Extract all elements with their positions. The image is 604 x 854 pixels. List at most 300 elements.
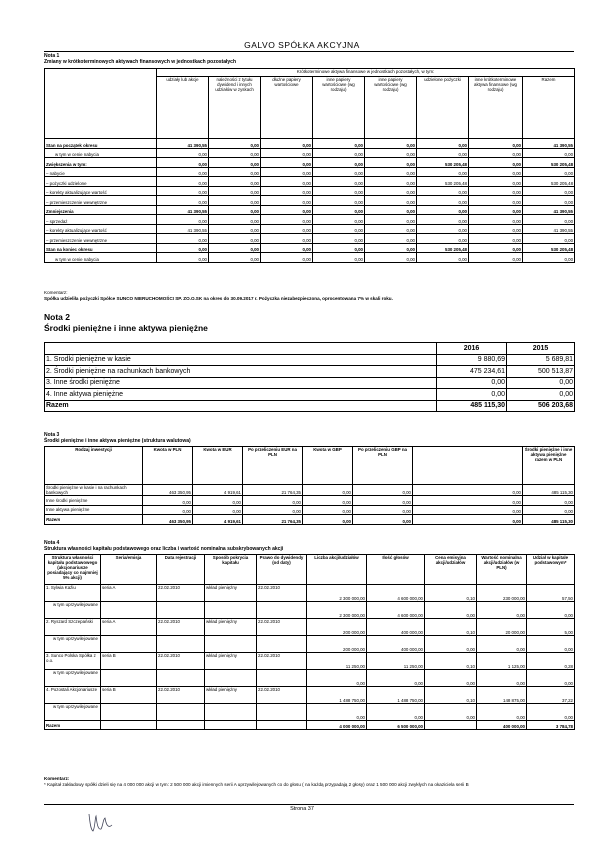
note3-cell: 4 919,61 xyxy=(193,485,243,496)
company-header: GALVO SPÓŁKA AKCYJNA xyxy=(244,40,360,50)
note4-cell-prawo xyxy=(257,636,307,653)
note1-cell: 0,00 xyxy=(157,234,209,244)
note1-cell: 0,00 xyxy=(261,234,313,244)
note3-cell: 0,00 xyxy=(353,496,413,506)
note1-cell: 0,00 xyxy=(523,167,575,177)
note4-total-row xyxy=(45,721,575,730)
note1-title: Nota 1 xyxy=(44,53,60,59)
note1-cell: 0,00 xyxy=(261,177,313,187)
note4-total-blank xyxy=(101,721,157,730)
note4-cell-udzial: 0,00 xyxy=(527,704,575,721)
note4-cell-wartosc: 230 000,00 xyxy=(477,585,527,602)
note4-shareholder: w tym uprzywilejowane xyxy=(45,704,101,721)
note4-cell-cena: 0,00 xyxy=(425,704,477,721)
note4-total-udzial: 3 784,78 xyxy=(527,721,575,730)
note1-cell: 41 390,55 xyxy=(523,205,575,215)
note4-cell-udzial: 5,00 xyxy=(527,619,575,636)
note1-cell: 0,00 xyxy=(261,196,313,206)
note4-total-wartosc: 400 000,00 xyxy=(477,721,527,730)
note1-row-label: Stan na początek okresu xyxy=(45,139,157,149)
note1-cell: 0,00 xyxy=(365,234,417,244)
note3-cell: 463 350,95 xyxy=(143,485,193,496)
note4-row xyxy=(45,585,575,602)
note1-cell: 0,00 xyxy=(365,253,417,263)
note1-cell: 0,00 xyxy=(365,224,417,234)
note1-cell: 0,00 xyxy=(313,139,365,149)
note1-row-label: – nabycie xyxy=(45,167,157,177)
note1-cell: 0,00 xyxy=(523,148,575,158)
note4-shareholder: 1. Sylwia Kaźiu xyxy=(45,585,101,602)
note1-cell: 0,00 xyxy=(469,196,523,206)
note2-total-2016: 485 115,30 xyxy=(437,400,507,412)
note1-cell: 41 390,55 xyxy=(523,224,575,234)
note1-cell: 0,00 xyxy=(313,158,365,168)
note4-cell-liczba: 1 488 750,00 xyxy=(307,687,367,704)
note3-cell: 0,00 xyxy=(353,515,413,525)
note3-column-header: Po przeliczeniu EUR na PLN xyxy=(243,447,303,485)
note4-total-liczba: 4 000 000,00 xyxy=(307,721,367,730)
note4-cell-udzial: 0,00 xyxy=(527,636,575,653)
note3-row xyxy=(45,496,575,506)
note2-total-row xyxy=(45,400,575,412)
note3-cell: 0,00 xyxy=(413,496,523,506)
note1-column-header: inne papiery wartościowe (wg rodzaju) xyxy=(365,77,417,139)
note4-cell-glosy: 1 488 750,00 xyxy=(367,687,425,704)
note3-column-header: Kwota w GBP xyxy=(303,447,353,485)
note4-cell-liczba: 11 250,00 xyxy=(307,653,367,670)
note1-row xyxy=(45,139,575,149)
note1-row-label: – korekty aktualizujące wartość xyxy=(45,224,157,234)
note4-cell-seria: seria A xyxy=(101,585,157,602)
note3-row-label: Środki pieniężne w kasie i na rachunkach bankowych xyxy=(45,485,143,496)
note1-group-header: Krótkoterminowe aktywa finansowe w jednostkach pozostałych, w tym: xyxy=(157,69,575,77)
note4-cell-liczba: 2 300 000,00 xyxy=(307,602,367,619)
note3-cell: 0,00 xyxy=(303,496,353,506)
note2-value-2016: 475 234,61 xyxy=(437,366,507,378)
note1-column-header: inne papiery wartościowe (wg rodzaju) xyxy=(313,77,365,139)
header-rule xyxy=(44,51,574,52)
note1-cell: 0,00 xyxy=(365,158,417,168)
note2-year-header: 2015 xyxy=(507,343,575,355)
note1-cell: 0,00 xyxy=(313,186,365,196)
note4-cell-cena: 0,00 xyxy=(425,636,477,653)
note1-cell: 0,00 xyxy=(261,186,313,196)
note2-total-label: Razem xyxy=(45,400,437,412)
note1-cell: 0,00 xyxy=(313,215,365,225)
note1-cell: 0,00 xyxy=(157,196,209,206)
note3-title: Nota 3 xyxy=(44,432,60,438)
note4-cell-seria: seria A xyxy=(101,619,157,636)
note1-cell: 0,00 xyxy=(209,186,261,196)
note4-cell-seria xyxy=(101,602,157,619)
note4-cell-date xyxy=(157,670,205,687)
note2-table xyxy=(44,342,575,412)
note1-cell: 0,00 xyxy=(469,224,523,234)
note3-row-label: Inne środki pieniężne xyxy=(45,496,143,506)
note1-cell: 0,00 xyxy=(261,253,313,263)
note1-cell: 0,00 xyxy=(365,205,417,215)
note3-table xyxy=(44,446,575,525)
note4-cell-glosy: 4 600 000,00 xyxy=(367,585,425,602)
note4-shareholder: w tym uprzywilejowane xyxy=(45,670,101,687)
note1-cell: 0,00 xyxy=(157,158,209,168)
note3-row xyxy=(45,485,575,496)
note1-cell: 0,00 xyxy=(365,167,417,177)
note4-shareholder: 4. Pozostali Akcjonariusze xyxy=(45,687,101,704)
note1-cell: 0,00 xyxy=(261,167,313,177)
note1-row xyxy=(45,167,575,177)
note1-cell: 0,00 xyxy=(469,177,523,187)
note3-cell: 0,00 xyxy=(303,515,353,525)
note2-value-2015: 0,00 xyxy=(507,377,575,389)
note1-cell: 0,00 xyxy=(313,167,365,177)
note4-cell-seria xyxy=(101,636,157,653)
note4-cell-sposob: wkład pieniężny xyxy=(205,687,257,704)
page-number: Strona 37 xyxy=(290,806,314,812)
note4-cell-wartosc: 0,00 xyxy=(477,670,527,687)
note1-row-label: w tym w cenie nabycia xyxy=(45,148,157,158)
note4-column-header: Struktura własności kapitału podstawowego (akcjonariusze posiadający co najmniej 5% akcji) xyxy=(45,555,101,585)
note1-cell: 41 390,55 xyxy=(523,139,575,149)
note1-cell: 530 205,48 xyxy=(417,243,469,253)
note1-cell: 0,00 xyxy=(365,186,417,196)
note3-cell: 0,00 xyxy=(243,496,303,506)
note2-row xyxy=(45,354,575,366)
note1-row-label: – przemieszczenie wewnętrzne xyxy=(45,196,157,206)
note1-cell: 530 205,48 xyxy=(523,243,575,253)
note1-row xyxy=(45,196,575,206)
note4-cell-glosy: 0,00 xyxy=(367,704,425,721)
note1-cell: 0,00 xyxy=(261,139,313,149)
note4-cell-glosy: 11 250,00 xyxy=(367,653,425,670)
note1-cell: 0,00 xyxy=(261,215,313,225)
note1-row xyxy=(45,177,575,187)
note1-comment-title: Komentarz: xyxy=(44,290,68,295)
note1-comment-text: Spółka udzieliła pożyczki Spółce SUNCO NIERUCHOMOŚCI SP. ZO.O.SK na okres do 30.09.2017 r. Pożyczka niezabezpieczona, oprocentowana 7% w skali roku. xyxy=(44,296,393,301)
note1-cell: 0,00 xyxy=(469,148,523,158)
note4-row xyxy=(45,704,575,721)
note4-cell-cena: 0,10 xyxy=(425,619,477,636)
note4-cell-liczba: 200 000,00 xyxy=(307,636,367,653)
note4-cell-liczba: 0,00 xyxy=(307,704,367,721)
note1-cell: 530 205,48 xyxy=(523,177,575,187)
note4-total-blank xyxy=(425,721,477,730)
note3-cell: 0,00 xyxy=(353,485,413,496)
note3-cell: 0,00 xyxy=(143,496,193,506)
note4-cell-prawo: 22.02.2010 xyxy=(257,653,307,670)
note3-column-header: Kwota w EUR xyxy=(193,447,243,485)
note4-cell-date: 22.02.2010 xyxy=(157,585,205,602)
note1-cell: 0,00 xyxy=(469,253,523,263)
note3-cell: 4 919,61 xyxy=(193,515,243,525)
note2-row-label: 2. Środki pieniężne na rachunkach bankowych xyxy=(45,366,437,378)
note4-cell-liczba: 200 000,00 xyxy=(307,619,367,636)
note1-row-label: – korekty aktualizujące wartość xyxy=(45,186,157,196)
note4-comment-text: * Kapitał zakładowy spółki dzieli się na 4 000 000 akcji w tym: 2 500 000 akcji imiennych serii A uprzywilejowanych co do głosu ( na każdą przypadają 2 głosy) oraz 1 500 000 akcji zwykłych na okaziciela serii B xyxy=(44,782,469,787)
note1-cell: 41 390,55 xyxy=(157,224,209,234)
note4-cell-udzial: 0,00 xyxy=(527,602,575,619)
note3-column-header: Rodzaj inwestycji xyxy=(45,447,143,485)
note1-cell: 0,00 xyxy=(157,186,209,196)
note4-cell-date xyxy=(157,704,205,721)
note2-value-2015: 5 689,81 xyxy=(507,354,575,366)
note3-subtitle: Środki pieniężne i inne aktywa pieniężne (struktura walutowa) xyxy=(44,438,191,444)
note1-cell: 0,00 xyxy=(261,243,313,253)
note4-cell-udzial: 37,22 xyxy=(527,687,575,704)
note3-cell: 0,00 xyxy=(413,505,523,515)
note4-cell-udzial: 0,00 xyxy=(527,670,575,687)
note1-cell: 0,00 xyxy=(469,215,523,225)
note1-cell: 0,00 xyxy=(209,158,261,168)
note1-row xyxy=(45,215,575,225)
note2-value-2016: 0,00 xyxy=(437,377,507,389)
note4-column-header: Udział w kapitale podstawowym* xyxy=(527,555,575,585)
note2-value-2015: 0,00 xyxy=(507,389,575,401)
note1-cell: 0,00 xyxy=(157,177,209,187)
note4-total-blank xyxy=(257,721,307,730)
note1-cell: 0,00 xyxy=(417,215,469,225)
note3-cell: 0,00 xyxy=(303,485,353,496)
note1-column-header: należności z tytułu dywidend i innych udziałów w zyskach xyxy=(209,77,261,139)
note4-cell-prawo xyxy=(257,670,307,687)
note1-cell: 0,00 xyxy=(365,215,417,225)
note1-cell: 0,00 xyxy=(261,158,313,168)
note4-subtitle: Struktura własności kapitału podstawowego oraz liczba i wartość nominalna subskrybowanych akcji xyxy=(44,546,284,552)
note4-cell-liczba: 0,00 xyxy=(307,670,367,687)
note1-cell: 0,00 xyxy=(209,234,261,244)
note1-row-label: – sprzedaż xyxy=(45,215,157,225)
note1-row xyxy=(45,224,575,234)
note1-row xyxy=(45,253,575,263)
note1-cell: 530 205,48 xyxy=(417,177,469,187)
note4-column-header: Liczba akcji/udziałów xyxy=(307,555,367,585)
note4-cell-seria xyxy=(101,670,157,687)
note4-cell-sposob xyxy=(205,670,257,687)
note4-cell-prawo xyxy=(257,602,307,619)
note4-cell-wartosc: 20 000,00 xyxy=(477,619,527,636)
note1-row xyxy=(45,186,575,196)
note4-cell-wartosc: 148 875,00 xyxy=(477,687,527,704)
note1-row-label: w tym w cenie nabycia xyxy=(45,253,157,263)
note1-cell: 0,00 xyxy=(313,243,365,253)
note4-cell-sposob: wkład pieniężny xyxy=(205,585,257,602)
note4-cell-seria xyxy=(101,704,157,721)
note1-corner-cell xyxy=(45,69,157,139)
note1-cell: 0,00 xyxy=(209,196,261,206)
note1-cell: 0,00 xyxy=(157,243,209,253)
note1-cell: 0,00 xyxy=(469,139,523,149)
footer-rule xyxy=(44,804,574,805)
note1-cell: 0,00 xyxy=(209,243,261,253)
note3-row-label: Inne aktywa pieniężne xyxy=(45,505,143,515)
note1-cell: 0,00 xyxy=(209,215,261,225)
note1-cell: 0,00 xyxy=(209,205,261,215)
note4-row xyxy=(45,653,575,670)
note3-cell: 0,00 xyxy=(193,505,243,515)
note1-cell: 0,00 xyxy=(365,177,417,187)
note1-cell: 0,00 xyxy=(523,215,575,225)
note4-column-header: Seria/emisja xyxy=(101,555,157,585)
note2-row xyxy=(45,377,575,389)
note4-row xyxy=(45,636,575,653)
note4-cell-date xyxy=(157,636,205,653)
note1-cell: 0,00 xyxy=(261,224,313,234)
note4-cell-seria: seria B xyxy=(101,687,157,704)
note3-cell: 0,00 xyxy=(523,505,575,515)
note1-cell: 0,00 xyxy=(157,253,209,263)
note4-total-glosy: 6 500 000,00 xyxy=(367,721,425,730)
signature-mark xyxy=(86,810,116,834)
note2-title: Nota 2 xyxy=(44,312,70,322)
note1-cell: 0,00 xyxy=(261,205,313,215)
note2-value-2016: 0,00 xyxy=(437,389,507,401)
note1-cell: 530 205,48 xyxy=(417,158,469,168)
note1-subtitle: Zmiany w krótkoterminowych aktywach finansowych w jednostkach pozostałych xyxy=(44,59,236,65)
note4-cell-sposob: wkład pieniężny xyxy=(205,619,257,636)
note1-cell: 0,00 xyxy=(313,196,365,206)
note4-cell-cena: 0,10 xyxy=(425,585,477,602)
note1-cell: 0,00 xyxy=(209,148,261,158)
note1-cell: 0,00 xyxy=(417,234,469,244)
note1-cell: 530 205,48 xyxy=(523,158,575,168)
note1-cell: 41 390,55 xyxy=(157,139,209,149)
note4-cell-cena: 0,10 xyxy=(425,653,477,670)
note4-cell-glosy: 400 000,00 xyxy=(367,636,425,653)
note4-row xyxy=(45,619,575,636)
note4-column-header: Ilość głosów xyxy=(367,555,425,585)
note1-cell: 0,00 xyxy=(365,196,417,206)
note4-row xyxy=(45,602,575,619)
note4-title: Nota 4 xyxy=(44,540,60,546)
note1-cell: 0,00 xyxy=(469,243,523,253)
note4-cell-prawo: 22.02.2010 xyxy=(257,585,307,602)
note1-cell: 0,00 xyxy=(469,167,523,177)
note1-cell: 0,00 xyxy=(417,205,469,215)
note4-cell-sposob xyxy=(205,602,257,619)
note4-shareholder: 3. Sunco Polska Spółka z o.o. xyxy=(45,653,101,670)
note4-total-blank xyxy=(157,721,205,730)
note3-cell: 0,00 xyxy=(143,505,193,515)
note1-cell: 0,00 xyxy=(523,234,575,244)
note1-row-label: Stan na koniec okresu xyxy=(45,243,157,253)
note1-cell: 0,00 xyxy=(365,148,417,158)
note1-cell: 0,00 xyxy=(157,148,209,158)
note4-cell-date: 22.02.2010 xyxy=(157,687,205,704)
note4-cell-wartosc: 1 125,00 xyxy=(477,653,527,670)
note1-column-header: dłużne papiery wartościowe xyxy=(261,77,313,139)
note1-row-label: – przemieszczenie wewnętrzne xyxy=(45,234,157,244)
note1-column-header: inne krótkoterminowe aktywa finansowe (wg rodzaju) xyxy=(469,77,523,139)
note1-cell: 0,00 xyxy=(469,234,523,244)
note1-row-label: – pożyczki udzielone xyxy=(45,177,157,187)
note1-column-header: udzielone pożyczki xyxy=(417,77,469,139)
note3-cell: 485 115,30 xyxy=(523,515,575,525)
note3-cell: 485 115,30 xyxy=(523,485,575,496)
note4-cell-glosy: 400 000,00 xyxy=(367,619,425,636)
note1-cell: 0,00 xyxy=(417,139,469,149)
note4-column-header: Data rejestracji xyxy=(157,555,205,585)
note2-row-label: 4. Inne aktywa pieniężne xyxy=(45,389,437,401)
note1-cell: 0,00 xyxy=(523,196,575,206)
note4-cell-seria: seria B xyxy=(101,653,157,670)
note1-cell: 0,00 xyxy=(523,186,575,196)
note3-cell: 0,00 xyxy=(413,515,523,525)
note4-cell-date: 22.02.2010 xyxy=(157,653,205,670)
note4-cell-date: 22.02.2010 xyxy=(157,619,205,636)
note1-cell: 0,00 xyxy=(365,243,417,253)
note1-cell: 0,00 xyxy=(469,205,523,215)
note3-cell: 0,00 xyxy=(193,496,243,506)
note4-cell-prawo: 22.02.2010 xyxy=(257,687,307,704)
note4-comment-title: Komentarz: xyxy=(44,776,70,781)
note3-cell: 0,00 xyxy=(413,485,523,496)
note4-cell-wartosc: 0,00 xyxy=(477,704,527,721)
note4-cell-sposob xyxy=(205,704,257,721)
note4-shareholder: w tym uprzywilejowane xyxy=(45,636,101,653)
note1-column-header: Razem xyxy=(523,77,575,139)
note2-total-2015: 506 203,68 xyxy=(507,400,575,412)
note4-total-blank xyxy=(205,721,257,730)
note1-cell: 0,00 xyxy=(209,139,261,149)
note4-cell-glosy: 0,00 xyxy=(367,670,425,687)
note1-cell: 0,00 xyxy=(417,186,469,196)
note2-blank-cell xyxy=(45,343,437,355)
note4-cell-liczba: 2 300 000,00 xyxy=(307,585,367,602)
note1-cell: 0,00 xyxy=(209,167,261,177)
note1-cell: 0,00 xyxy=(313,177,365,187)
note1-cell: 0,00 xyxy=(417,196,469,206)
note3-column-header xyxy=(413,447,523,485)
note1-cell: 0,00 xyxy=(157,167,209,177)
note4-cell-cena: 0,10 xyxy=(425,687,477,704)
note3-row xyxy=(45,515,575,525)
note1-row xyxy=(45,243,575,253)
note4-cell-wartosc: 0,00 xyxy=(477,636,527,653)
note4-cell-sposob: wkład pieniężny xyxy=(205,653,257,670)
note1-cell: 0,00 xyxy=(417,224,469,234)
note1-table xyxy=(44,68,575,263)
note4-cell-udzial: 0,28 xyxy=(527,653,575,670)
note1-cell: 0,00 xyxy=(261,148,313,158)
note3-cell: 0,00 xyxy=(523,496,575,506)
note1-cell: 0,00 xyxy=(417,253,469,263)
note2-year-header: 2016 xyxy=(437,343,507,355)
note3-row xyxy=(45,505,575,515)
note4-column-header: Cena emisyjna akcji/udziałów xyxy=(425,555,477,585)
note2-header-row xyxy=(45,343,575,355)
note4-cell-date xyxy=(157,602,205,619)
note1-cell: 0,00 xyxy=(469,158,523,168)
note1-cell: 0,00 xyxy=(523,253,575,263)
note4-column-header: Sposób pokrycia kapitału xyxy=(205,555,257,585)
note1-cell: 0,00 xyxy=(313,224,365,234)
note3-cell: 0,00 xyxy=(303,505,353,515)
note2-row-label: 3. Inne środki pieniężne xyxy=(45,377,437,389)
note1-cell: 0,00 xyxy=(157,215,209,225)
note2-row xyxy=(45,389,575,401)
note4-row xyxy=(45,687,575,704)
note1-row xyxy=(45,205,575,215)
note4-shareholder: 2. Ryszard Szczepański xyxy=(45,619,101,636)
note1-cell: 41 390,55 xyxy=(157,205,209,215)
note1-cell: 0,00 xyxy=(417,148,469,158)
note1-cell: 0,00 xyxy=(209,224,261,234)
note1-cell: 0,00 xyxy=(209,253,261,263)
note2-value-2016: 9 880,69 xyxy=(437,354,507,366)
note3-cell: 21 764,35 xyxy=(243,485,303,496)
note1-row xyxy=(45,148,575,158)
note4-cell-wartosc: 0,00 xyxy=(477,602,527,619)
